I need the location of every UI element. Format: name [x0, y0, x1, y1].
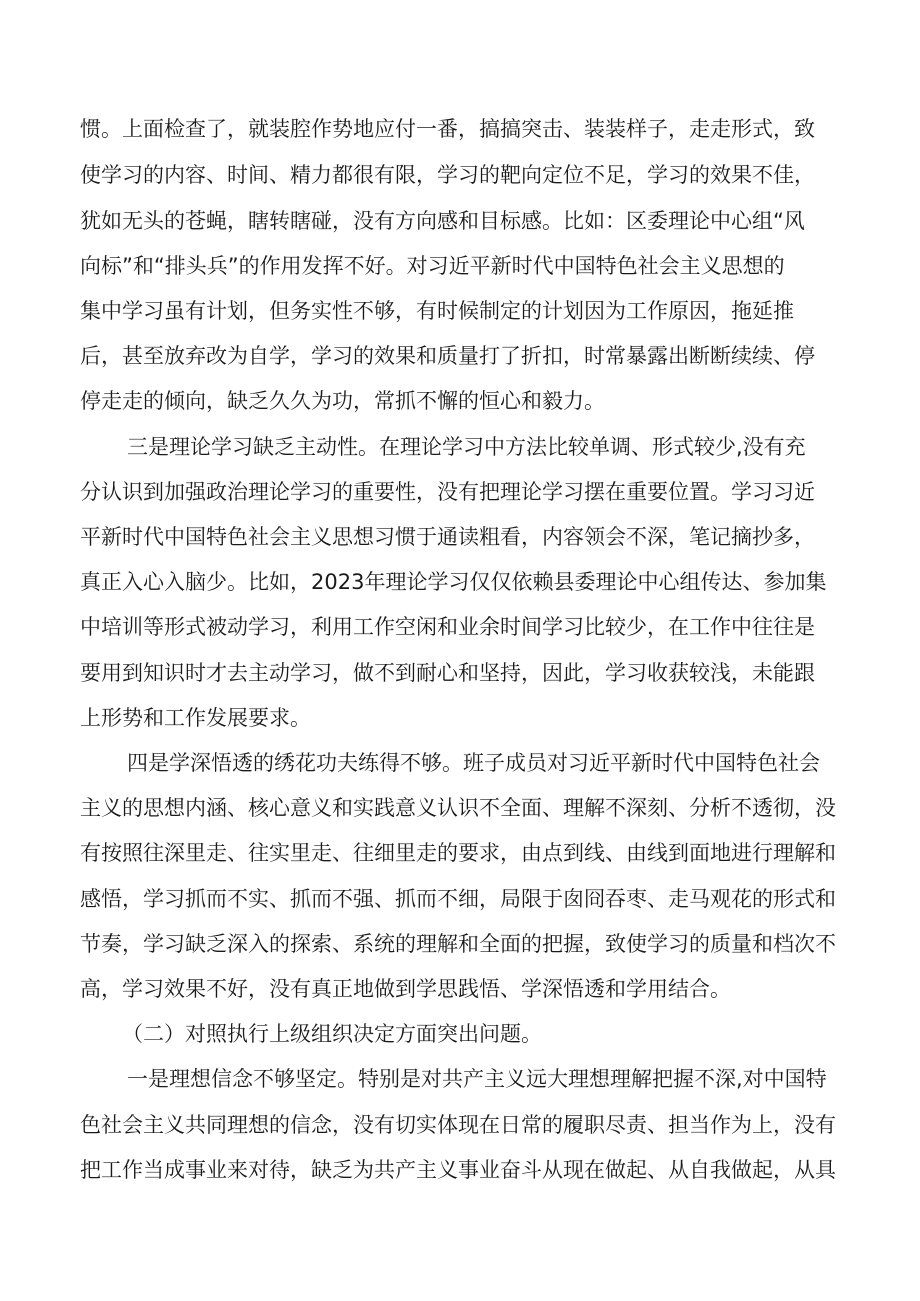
- text-line: 后，甚至放弃改为自学，学习的效果和质量打了折扣，时常暴露出断断续续、停: [80, 344, 815, 368]
- text-line: 惯。上面检查了，就装腔作势地应付一番，搞搞突击、装装样子，走走形式，致: [80, 117, 815, 141]
- text-line: 集中学习虽有计划，但务实性不够，有时候制定的计划因为工作原因，拖延推: [80, 299, 794, 323]
- text-line: 主义的思想内涵、核心意义和实践意义认识不全面、理解不深刻、分析不透彻，没: [80, 796, 836, 820]
- text-line: 感悟，学习抓而不实、抓而不强、抓而不细，局限于囱冏吞枣、走马观花的形式和: [80, 887, 836, 911]
- text-line: 色社会主义共同理想的信念，没有切实体现在日常的履职尽责、担当作为上，没有: [80, 1113, 836, 1137]
- text-line: 停走走的倾向，缺乏久久为功，常抓不懈的恒心和毅力。: [80, 389, 605, 413]
- text-line: 高，学习效果不好，没有真正地做到学思践悟、学深悟透和学用结合。: [80, 977, 731, 1001]
- paragraph-heading-3: 三是理论学习缺乏主动性。在理论学习中方法比较单调、形式较少,没有充: [127, 435, 806, 459]
- text-line: 中培训等形式被动学习，利用工作空闲和业余时间学习比较少，在工作中往往是: [80, 615, 815, 639]
- text-line: 上形势和工作发展要求。: [80, 706, 311, 730]
- text-line: 平新时代中国特色社会主义思想习惯于通读粗看，内容领会不深，笔记摘抄多，: [80, 525, 815, 549]
- text-line: 分认识到加强政治理论学习的重要性，没有把理论学习摆在重要位置。学习习近: [80, 480, 815, 504]
- paragraph-heading-1: 一是理想信念不够坚定。特别是对共产主义远大理想理解把握不深,对中国特: [127, 1067, 827, 1091]
- text-line: 要用到知识时才去主动学习，做不到耐心和坚持，因此，学习收获较浅，未能跟: [80, 661, 815, 685]
- text-line: 使学习的内容、时间、精力都很有限，学习的靶向定位不足，学习的效果不佳，: [80, 163, 815, 187]
- text-line: 向标”和“排头兵”的作用发挥不好。对习近平新时代中国特色社会主义思想的: [80, 254, 785, 278]
- text-line: 真正入心入脑少。比如，2023年理论学习仅仅依赖县委理论中心组传达、参加集: [80, 570, 827, 594]
- section-heading: （二）对照执行上级组织决定方面突出问题。: [122, 1022, 542, 1046]
- paragraph-heading-4: 四是学深悟透的绣花功夫练得不够。班子成员对习近平新时代中国特色社会: [127, 751, 820, 775]
- text-line: 犹如无头的苍蝇，瞎转瞎碰，没有方向感和目标感。比如：区委理论中心组“风: [80, 209, 805, 233]
- text-line: 有按照往深里走、往实里走、往细里走的要求，由点到线、由线到面地进行理解和: [80, 841, 836, 865]
- text-line: 把工作当成事业来对待，缺乏为共产主义事业奋斗从现在做起、从自我做起，从具: [80, 1158, 836, 1182]
- text-line: 节奏，学习缺乏深入的探索、系统的理解和全面的把握，致使学习的质量和档次不: [80, 932, 836, 956]
